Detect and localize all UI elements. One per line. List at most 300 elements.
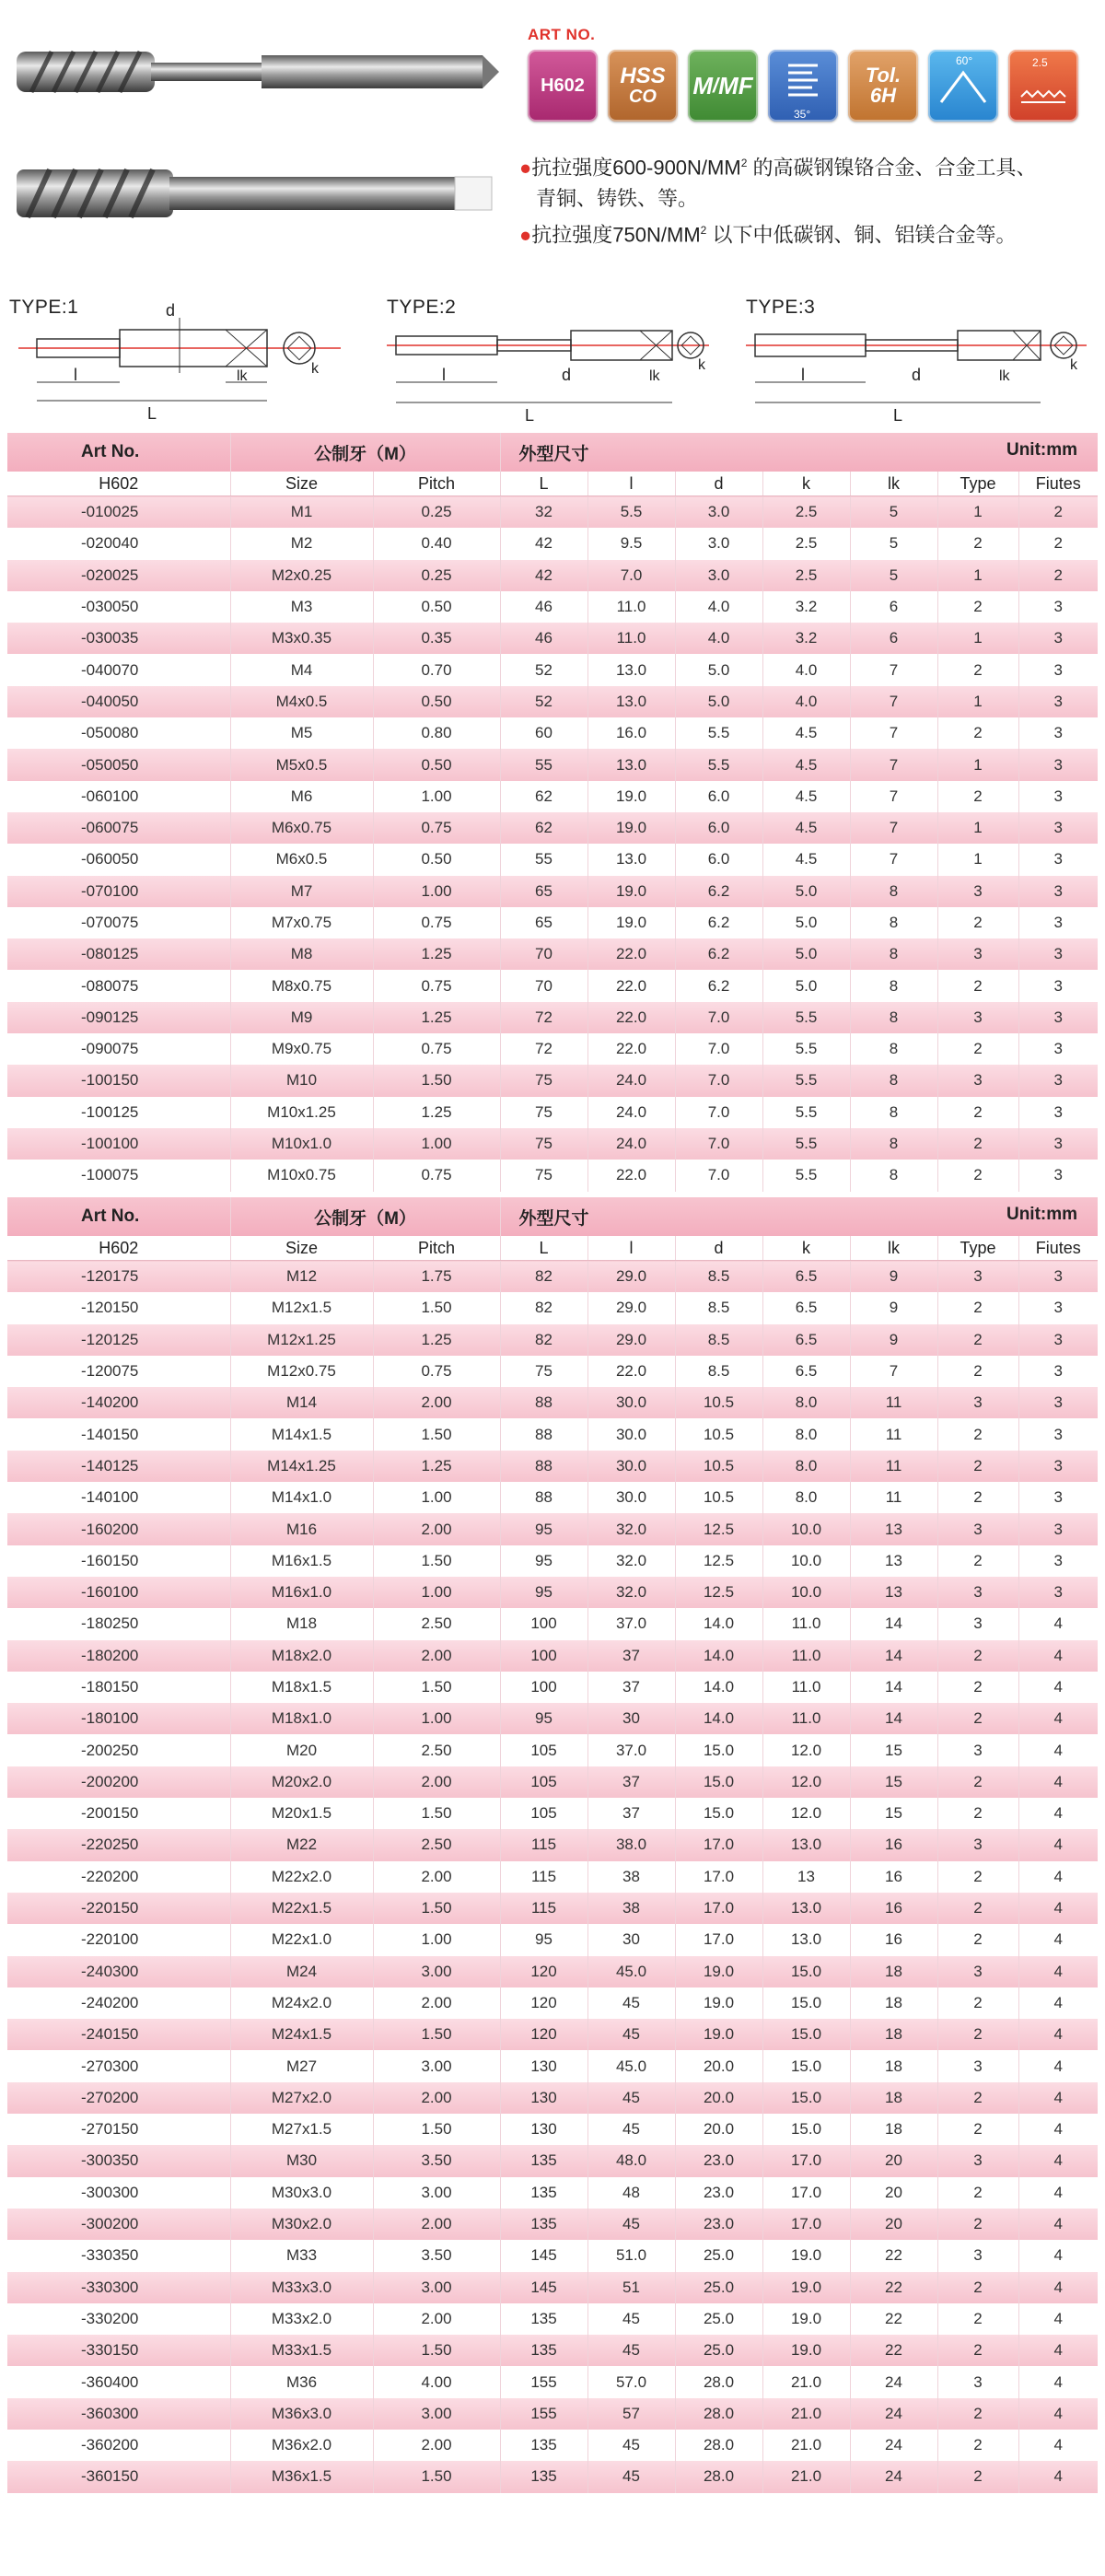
table-cell: 8 (850, 1160, 937, 1191)
table-cell: 32 (500, 496, 587, 529)
table-header-row (7, 433, 1098, 472)
column-header: Size (230, 472, 373, 496)
table-cell: 1.50 (373, 1065, 500, 1096)
table-cell: M20x1.5 (230, 1798, 373, 1829)
column-header: Fiutes (1018, 472, 1098, 496)
table-cell: M12x1.25 (230, 1324, 373, 1356)
table-cell: 2 (937, 2398, 1018, 2430)
table-cell: 24 (850, 2430, 937, 2461)
table-cell: -060050 (7, 844, 230, 875)
table-cell: -140125 (7, 1451, 230, 1482)
table-cell: 3 (1018, 938, 1098, 970)
table-cell: 6.2 (675, 876, 762, 907)
table-cell: 2 (937, 1766, 1018, 1798)
table-cell: M2x0.25 (230, 560, 373, 591)
table-cell: 52 (500, 686, 587, 717)
property-badges (528, 50, 1078, 122)
table-cell: 75 (500, 1128, 587, 1160)
table-cell: 145 (500, 2272, 587, 2303)
table-cell: 3.50 (373, 2240, 500, 2271)
table-cell: 17.0 (762, 2145, 850, 2176)
table-cell: 37 (587, 1672, 675, 1703)
table-cell: 20.0 (675, 2114, 762, 2145)
angle-60-label: 60° (956, 54, 973, 67)
table-cell: 42 (500, 560, 587, 591)
table-cell: 12.0 (762, 1798, 850, 1829)
table-cell: -020025 (7, 560, 230, 591)
dim-l-label: l (801, 366, 805, 384)
table-cell: 16 (850, 1829, 937, 1860)
table-row (7, 1545, 1098, 1577)
table-cell: 70 (500, 970, 587, 1001)
table-cell: 2.5 (762, 528, 850, 559)
table-cell: 6.5 (762, 1292, 850, 1323)
table-cell: -360400 (7, 2366, 230, 2397)
table-cell: 11 (850, 1387, 937, 1418)
table-body (7, 496, 1098, 1192)
table-row (7, 2177, 1098, 2209)
table-cell: 21.0 (762, 2461, 850, 2492)
table-cell: 22.0 (587, 938, 675, 970)
table-cell: M36x3.0 (230, 2398, 373, 2430)
table-cell: -100100 (7, 1128, 230, 1160)
table-cell: 1 (937, 844, 1018, 875)
dim-l-label: l (74, 366, 77, 384)
badge-tolerance (848, 50, 918, 122)
table-cell: 8.5 (675, 1292, 762, 1323)
table-cell: 2 (937, 1160, 1018, 1191)
table-cell: 57 (587, 2398, 675, 2430)
table-cell: 2.00 (373, 1766, 500, 1798)
table-cell: 100 (500, 1640, 587, 1672)
badge-m-mf: M / MF (688, 50, 758, 122)
table-cell: 1.50 (373, 1545, 500, 1577)
table-cell: 4 (1018, 2114, 1098, 2145)
table-cell: 29.0 (587, 1324, 675, 1356)
table-cell: 28.0 (675, 2430, 762, 2461)
table-cell: 22 (850, 2272, 937, 2303)
table-cell: -070075 (7, 907, 230, 938)
table-cell: 38 (587, 1861, 675, 1893)
table-cell: 135 (500, 2145, 587, 2176)
table-cell: 4.0 (762, 686, 850, 717)
table-cell: 3 (937, 1065, 1018, 1096)
table-cell: 19.0 (587, 812, 675, 844)
column-header: d (675, 1236, 762, 1261)
table-cell: 75 (500, 1356, 587, 1387)
table-cell: M27x1.5 (230, 2114, 373, 2145)
table-cell: -220250 (7, 1829, 230, 1860)
table-cell: 24.0 (587, 1065, 675, 1096)
table-cell: 1.00 (373, 1128, 500, 1160)
table-cell: 22 (850, 2240, 937, 2271)
table-cell: 3 (937, 2050, 1018, 2081)
table-cell: 16.0 (587, 717, 675, 749)
dimensions-header (500, 433, 1098, 472)
table-cell: 15.0 (762, 1987, 850, 2019)
table-cell: 2 (1018, 496, 1098, 529)
table-cell: 13.0 (762, 1924, 850, 1955)
table-cell: 8.5 (675, 1324, 762, 1356)
dimensions-header (500, 1197, 1098, 1236)
table-cell: 130 (500, 2082, 587, 2114)
shape-size-label: 外型尺寸 (518, 444, 589, 464)
table-cell: 10.5 (675, 1418, 762, 1450)
table-cell: 2 (937, 2082, 1018, 2114)
table-row (7, 2366, 1098, 2397)
table-cell: 2 (937, 2177, 1018, 2209)
table-cell: 8.0 (762, 1387, 850, 1418)
table-cell: 4 (1018, 1640, 1098, 1672)
table-cell: 10.0 (762, 1577, 850, 1608)
type-2-label: TYPE:2 (387, 297, 457, 318)
table-cell: M8 (230, 938, 373, 970)
table-cell: 3 (1018, 1324, 1098, 1356)
table-cell: 1 (937, 496, 1018, 529)
table-cell: 0.50 (373, 844, 500, 875)
table-cell: -100075 (7, 1160, 230, 1191)
table-cell: 14 (850, 1640, 937, 1672)
table-cell: -040070 (7, 654, 230, 685)
type-2-diagram (387, 290, 718, 428)
thread-60-icon (936, 60, 991, 111)
table-cell: -070100 (7, 876, 230, 907)
table-cell: 115 (500, 1861, 587, 1893)
table-cell: 19.0 (675, 1987, 762, 2019)
table-cell: -030050 (7, 591, 230, 623)
table-cell: 15.0 (762, 2114, 850, 2145)
table-cell: 46 (500, 591, 587, 623)
table-cell: -140150 (7, 1418, 230, 1450)
table-cell: 75 (500, 1160, 587, 1191)
dim-L-label: L (525, 406, 535, 425)
table-cell: -330200 (7, 2303, 230, 2335)
table-cell: 18 (850, 2050, 937, 2081)
table-cell: 15 (850, 1766, 937, 1798)
badge-h602: H602 (528, 50, 598, 122)
table-cell: 4.5 (762, 749, 850, 780)
table-cell: 4 (1018, 1703, 1098, 1734)
table-cell: 19.0 (675, 1956, 762, 1987)
table-cell: 2 (937, 1356, 1018, 1387)
table-cell: 32.0 (587, 1545, 675, 1577)
table-cell: 3 (1018, 1097, 1098, 1128)
table-cell: 18 (850, 1987, 937, 2019)
table-cell: 3 (1018, 1160, 1098, 1191)
table-cell: 13.0 (587, 749, 675, 780)
table-cell: 14.0 (675, 1640, 762, 1672)
table-cell: -160100 (7, 1577, 230, 1608)
table-row (7, 1451, 1098, 1482)
table-cell: 15.0 (762, 2019, 850, 2050)
table-cell: -180200 (7, 1640, 230, 1672)
table-cell: 15.0 (675, 1734, 762, 1766)
table-cell: M10x1.25 (230, 1097, 373, 1128)
table-cell: 7.0 (675, 1097, 762, 1128)
table-cell: 7 (850, 781, 937, 812)
table-cell: M3x0.35 (230, 623, 373, 654)
table-row (7, 623, 1098, 654)
table-cell: 6.0 (675, 812, 762, 844)
table-cell: 45 (587, 2461, 675, 2492)
thread-angle-icon (928, 50, 998, 122)
table-cell: 1.25 (373, 938, 500, 970)
table-cell: 3 (1018, 907, 1098, 938)
table-cell: 13 (850, 1513, 937, 1544)
table-cell: 105 (500, 1734, 587, 1766)
table-cell: 60 (500, 717, 587, 749)
table-cell: 5.5 (762, 1160, 850, 1191)
table-cell: 3 (1018, 1356, 1098, 1387)
table-cell: 3.00 (373, 2398, 500, 2430)
table-cell: 2 (937, 2335, 1018, 2366)
table-cell: 28.0 (675, 2366, 762, 2397)
table-cell: 3 (937, 938, 1018, 970)
table-cell: 15 (850, 1798, 937, 1829)
table-cell: 55 (500, 844, 587, 875)
table-cell: 2.00 (373, 1640, 500, 1672)
table-cell: 19.0 (587, 876, 675, 907)
table-cell: 52 (500, 654, 587, 685)
table-cell: -090075 (7, 1033, 230, 1065)
table-cell: 22.0 (587, 1002, 675, 1033)
table-cell: 10.5 (675, 1451, 762, 1482)
table-cell: M33x1.5 (230, 2335, 373, 2366)
table-cell: 5.5 (762, 1097, 850, 1128)
table-cell: 30.0 (587, 1418, 675, 1450)
table-cell: 51 (587, 2272, 675, 2303)
table-cell: 2 (937, 1545, 1018, 1577)
table-cell: 16 (850, 1861, 937, 1893)
table-cell: 115 (500, 1893, 587, 1924)
table-cell: 2 (937, 2209, 1018, 2240)
table-row (7, 2240, 1098, 2271)
table-cell: 0.75 (373, 970, 500, 1001)
table-cell: 3.00 (373, 2177, 500, 2209)
table-cell: 5.0 (762, 938, 850, 970)
table-cell: 0.25 (373, 560, 500, 591)
angle-35-label: 35° (794, 108, 811, 121)
table-cell: 5.0 (675, 686, 762, 717)
table-cell: M14x1.25 (230, 1451, 373, 1482)
table-cell: 3 (1018, 686, 1098, 717)
table-cell: 2 (937, 1640, 1018, 1672)
table-cell: 2 (1018, 528, 1098, 559)
table-cell: 70 (500, 938, 587, 970)
table-cell: 8.0 (762, 1418, 850, 1450)
application-note: 青铜、铸铁、等。 (536, 187, 699, 211)
table-cell: -100150 (7, 1065, 230, 1096)
table-cell: 11 (850, 1418, 937, 1450)
table-cell: 62 (500, 781, 587, 812)
table-cell: 0.75 (373, 1160, 500, 1191)
table-cell: 0.75 (373, 1033, 500, 1065)
table-row (7, 1065, 1098, 1096)
table-cell: 13.0 (587, 686, 675, 717)
art-no-label: ART NO. (528, 26, 596, 43)
table-cell: 2.50 (373, 1608, 500, 1639)
table-cell: 11 (850, 1451, 937, 1482)
table-row (7, 1766, 1098, 1798)
table-row (7, 1418, 1098, 1450)
table-cell: 13.0 (762, 1829, 850, 1860)
dim-d-label: d (912, 366, 922, 384)
table-cell: -050080 (7, 717, 230, 749)
table-cell: 32.0 (587, 1513, 675, 1544)
table-cell: 72 (500, 1002, 587, 1033)
table-cell: 51.0 (587, 2240, 675, 2271)
table-cell: M18x1.0 (230, 1703, 373, 1734)
table-row (7, 2430, 1098, 2461)
badge-hss-label: HSS (620, 64, 666, 88)
table-cell: 4 (1018, 1829, 1098, 1860)
table-cell: 22.0 (587, 1356, 675, 1387)
table-cell: 7.0 (675, 1033, 762, 1065)
table-cell: 95 (500, 1513, 587, 1544)
table-cell: 6 (850, 591, 937, 623)
table-cell: -360150 (7, 2461, 230, 2492)
column-header: l (587, 1236, 675, 1261)
table-cell: 24 (850, 2398, 937, 2430)
table-cell: 24 (850, 2461, 937, 2492)
column-header: k (762, 1236, 850, 1261)
table-cell: 45 (587, 2335, 675, 2366)
table-cell: 2 (937, 1893, 1018, 1924)
dim-lk-label: lk (999, 368, 1010, 384)
table-cell: M9x0.75 (230, 1033, 373, 1065)
table-cell: 88 (500, 1451, 587, 1482)
table-cell: 8 (850, 970, 937, 1001)
table-cell: 22 (850, 2335, 937, 2366)
table-cell: 5.0 (762, 907, 850, 938)
table-row (7, 591, 1098, 623)
table-cell: -200150 (7, 1798, 230, 1829)
table-cell: 105 (500, 1766, 587, 1798)
table-cell: 1.00 (373, 1924, 500, 1955)
table-cell: M16 (230, 1513, 373, 1544)
table-cell: 1.50 (373, 2114, 500, 2145)
column-header: Size (230, 1236, 373, 1261)
table-row (7, 686, 1098, 717)
table-cell: 4 (1018, 2430, 1098, 2461)
table-cell: 3 (1018, 1545, 1098, 1577)
table-cell: 25.0 (675, 2335, 762, 2366)
table-cell: M22 (230, 1829, 373, 1860)
table-cell: -080075 (7, 970, 230, 1001)
table-cell: 5.5 (762, 1128, 850, 1160)
table-cell: 48.0 (587, 2145, 675, 2176)
table-cell: 37.0 (587, 1734, 675, 1766)
table-cell: 14 (850, 1703, 937, 1734)
dim-L-label: L (893, 406, 903, 425)
table-cell: 12.5 (675, 1545, 762, 1577)
table-cell: 4.0 (675, 623, 762, 654)
table-row (7, 1893, 1098, 1924)
table-row (7, 2335, 1098, 2366)
table-cell: 20 (850, 2209, 937, 2240)
tol-class-label: 6H (869, 84, 897, 107)
table-cell: 19.0 (762, 2303, 850, 2335)
table-cell: M2 (230, 528, 373, 559)
table-cell: 3 (1018, 1002, 1098, 1033)
application-note: ●抗拉强度$600-900N/MM^2$ 的高碳钢镍铬合金、合金工具、 (519, 156, 1037, 180)
table-cell: M12 (230, 1261, 373, 1293)
table-row (7, 560, 1098, 591)
table-cell: 2 (937, 2303, 1018, 2335)
table-cell: 13.0 (587, 844, 675, 875)
table-cell: 4 (1018, 1734, 1098, 1766)
dim-lk-label: lk (649, 368, 660, 384)
table-cell: M1 (230, 496, 373, 529)
table-cell: M36 (230, 2366, 373, 2397)
table-cell: 1.50 (373, 1672, 500, 1703)
table-cell: 3 (937, 1734, 1018, 1766)
table-cell: 19.0 (762, 2240, 850, 2271)
table-cell: 135 (500, 2177, 587, 2209)
column-header: lk (850, 1236, 937, 1261)
spiral-flute-icon (775, 60, 831, 111)
table-cell: 17.0 (762, 2177, 850, 2209)
table-cell: 7.0 (587, 560, 675, 591)
dim-d-label: d (562, 366, 572, 384)
table-cell: 6.0 (675, 844, 762, 875)
table-cell: -120175 (7, 1261, 230, 1293)
table-cell: 3.2 (762, 591, 850, 623)
table-cell: -360200 (7, 2430, 230, 2461)
table-cell: 2.00 (373, 1861, 500, 1893)
table-cell: 6.5 (762, 1324, 850, 1356)
table-cell: M6 (230, 781, 373, 812)
table-cell: 120 (500, 1956, 587, 1987)
table-cell: 3 (1018, 1065, 1098, 1096)
table-cell: 0.80 (373, 717, 500, 749)
table-cell: 14 (850, 1608, 937, 1639)
table-cell: 0.50 (373, 749, 500, 780)
table-row (7, 1672, 1098, 1703)
table-cell: 42 (500, 528, 587, 559)
table-cell: 2 (937, 1128, 1018, 1160)
table-cell: -040050 (7, 686, 230, 717)
table-cell: 2 (937, 654, 1018, 685)
table-cell: 3 (937, 1387, 1018, 1418)
table-row (7, 654, 1098, 685)
table-cell: -270150 (7, 2114, 230, 2145)
table-cell: 4 (1018, 2398, 1098, 2430)
table-cell: 3 (1018, 1261, 1098, 1293)
table-cell: 4 (1018, 1956, 1098, 1987)
table-cell: 37 (587, 1798, 675, 1829)
table-cell: 3.00 (373, 2050, 500, 2081)
table-cell: M6x0.5 (230, 844, 373, 875)
table-cell: 3 (1018, 1387, 1098, 1418)
table-cell: 46 (500, 623, 587, 654)
table-cell: 155 (500, 2366, 587, 2397)
table-cell: 14.0 (675, 1672, 762, 1703)
table-cell: M7x0.75 (230, 907, 373, 938)
table-cell: 0.25 (373, 496, 500, 529)
table-row (7, 1513, 1098, 1544)
table-cell: 135 (500, 2303, 587, 2335)
table-cell: 4 (1018, 2303, 1098, 2335)
table-cell: 3 (1018, 781, 1098, 812)
table-cell: 17.0 (675, 1861, 762, 1893)
table-cell: 120 (500, 2019, 587, 2050)
table-cell: -200250 (7, 1734, 230, 1766)
table-cell: 1.00 (373, 1703, 500, 1734)
table-cell: 45.0 (587, 2050, 675, 2081)
table-cell: 12.5 (675, 1577, 762, 1608)
table-cell: M20 (230, 1734, 373, 1766)
